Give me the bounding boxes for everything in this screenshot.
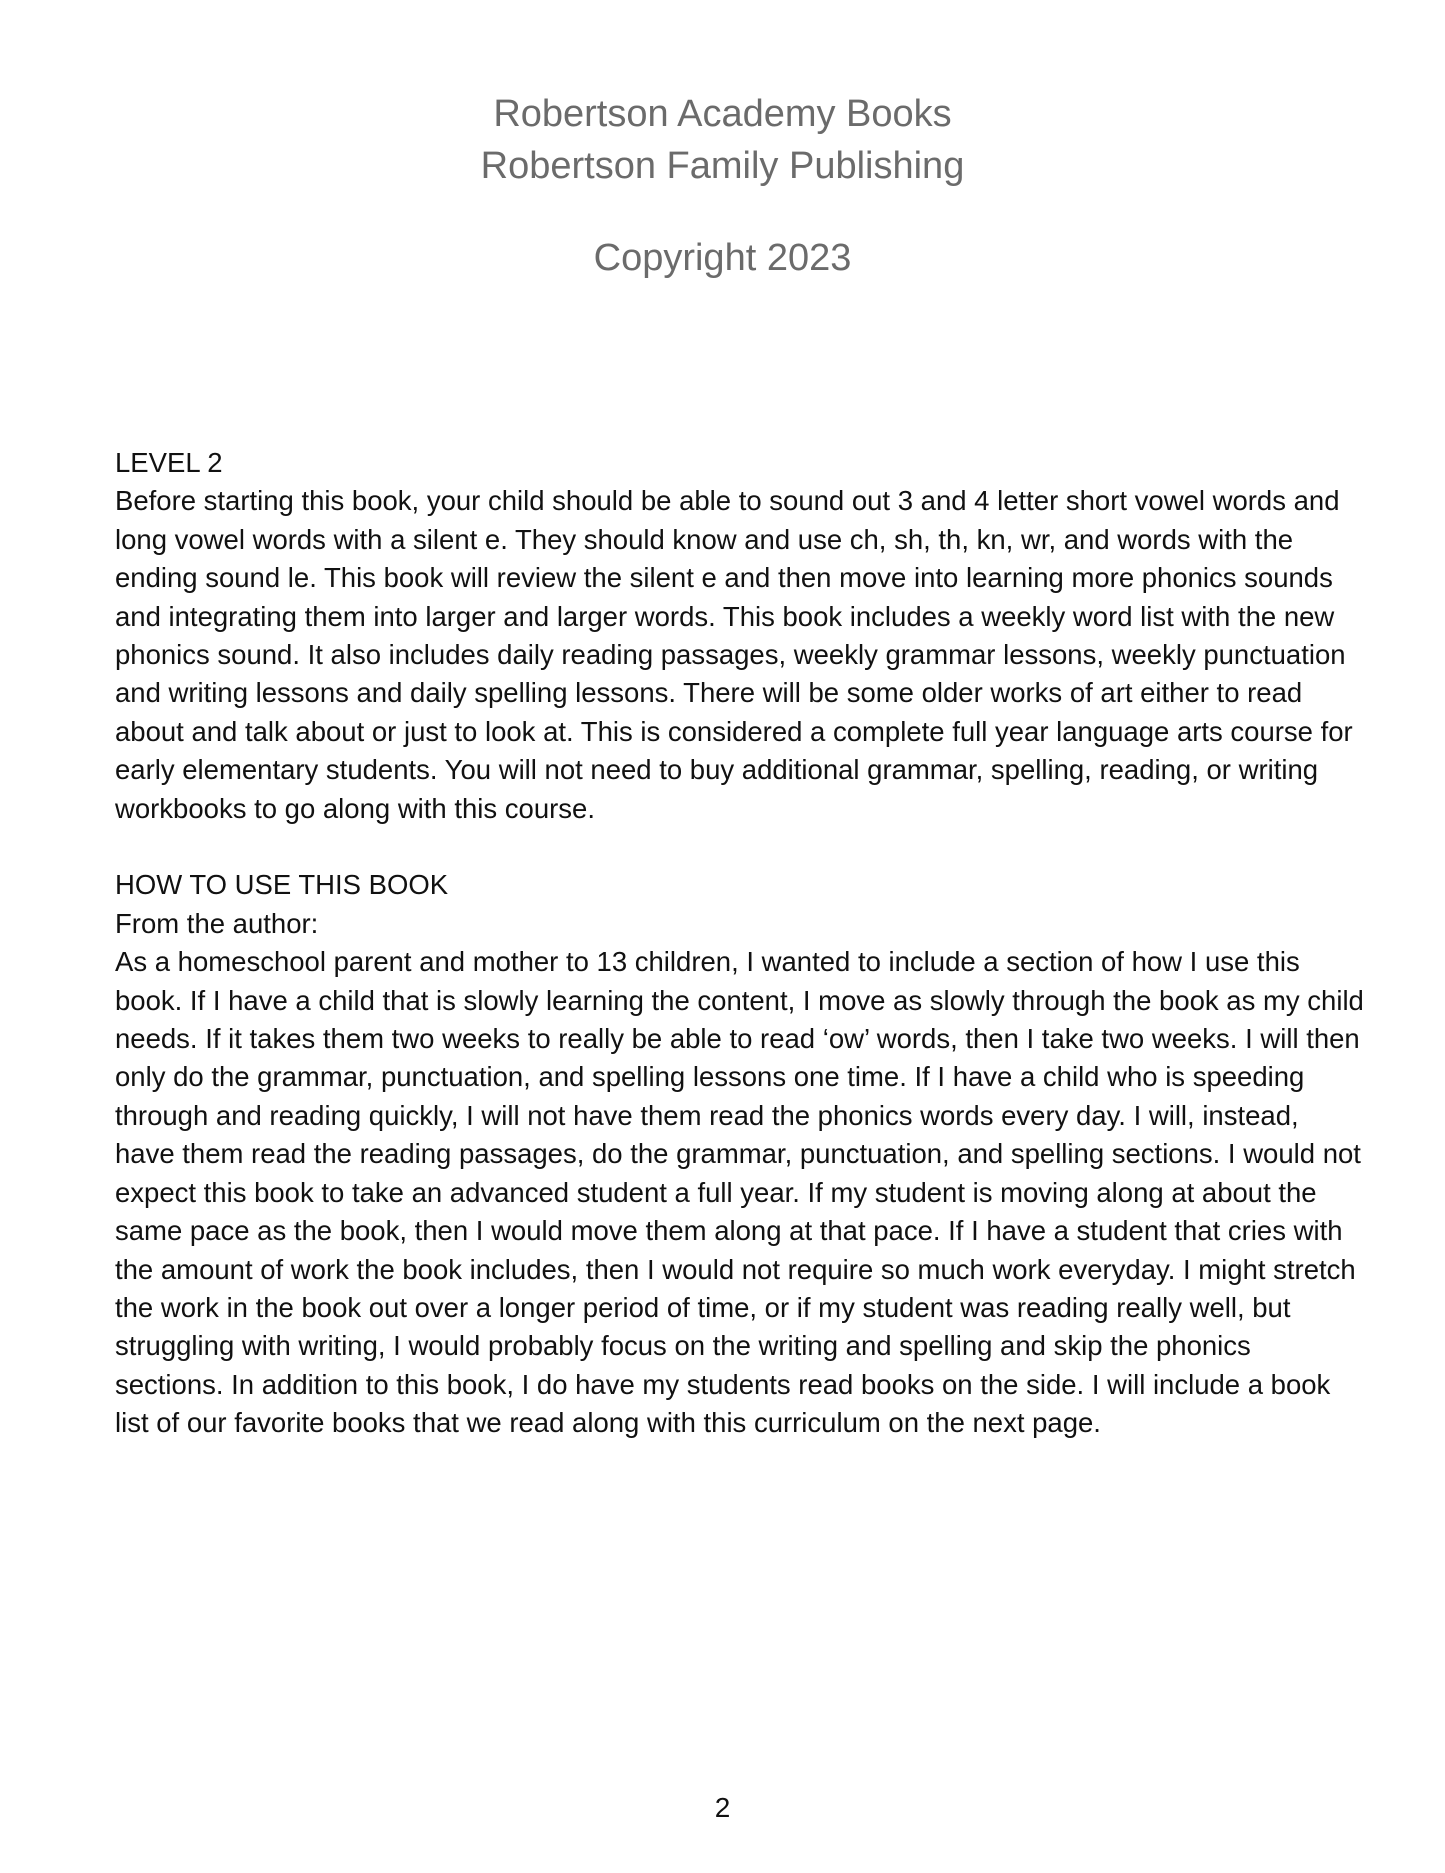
level-description: Before starting this book, your child should be able to sound out 3 and 4 letter short vowel words and long vowel words with a silent e. They should know and use ch, sh, th, kn, wr, and words with the ending sound le. This book will review the silent e and then move into learning more phonics sounds and integrating them into larger and larger words. This book includes a weekly word list with the new phonics sound. It also includes daily reading passages, weekly grammar lessons, weekly punctuation and writing lessons and daily spelling lessons. There will be some older works of art either to read about and talk about or just to look at. This is considered a complete full year language arts course for early elementary students. You will not need to buy additional grammar, spelling, reading, or writing workbooks to go along with this course.: [115, 485, 1353, 824]
level-heading: LEVEL 2: [115, 447, 223, 478]
section-spacer: [115, 828, 1365, 866]
publisher-family-name: Robertson Family Publishing: [480, 145, 965, 187]
title-block: [0, 88, 1445, 284]
page-number: 2: [714, 1792, 731, 1823]
main-content: [115, 444, 1365, 1443]
copyright-notice: Copyright 2023: [593, 237, 852, 279]
how-to-use-body: As a homeschool parent and mother to 13 children, I wanted to include a section of how I use this book. If I have a child that is slowly learning the content, I move as slowly through the book as my child needs. If it takes them two weeks to really be able to read ‘ow’ words, then I take two weeks. I will then only do the grammar, punctuation, and spelling lessons one time. If I have a child who is speeding through and reading quickly, I will not have them read the phonics words every day. I will, instead, have them read the reading passages, do the grammar, punctuation, and spelling sections. I would not expect this book to take an advanced student a full year. If my student is moving along at about the same pace as the book, then I would move them along at that pace. If I have a student that cries with the amount of work the book includes, then I would not require so much work everyday. I might stretch the work in the book out over a longer period of time, or if my student was reading really well, but struggling with writing, I would probably focus on the writing and spelling and skip the phonics sections. In addition to this book, I do have my students read books on the side. I will include a book list of our favorite books that we read along with this curriculum on the next page.: [115, 946, 1364, 1439]
publisher-name: Robertson Academy Books: [493, 93, 952, 135]
author-subheading: From the author:: [115, 907, 319, 939]
how-to-use-heading: HOW TO USE THIS BOOK: [115, 869, 449, 901]
